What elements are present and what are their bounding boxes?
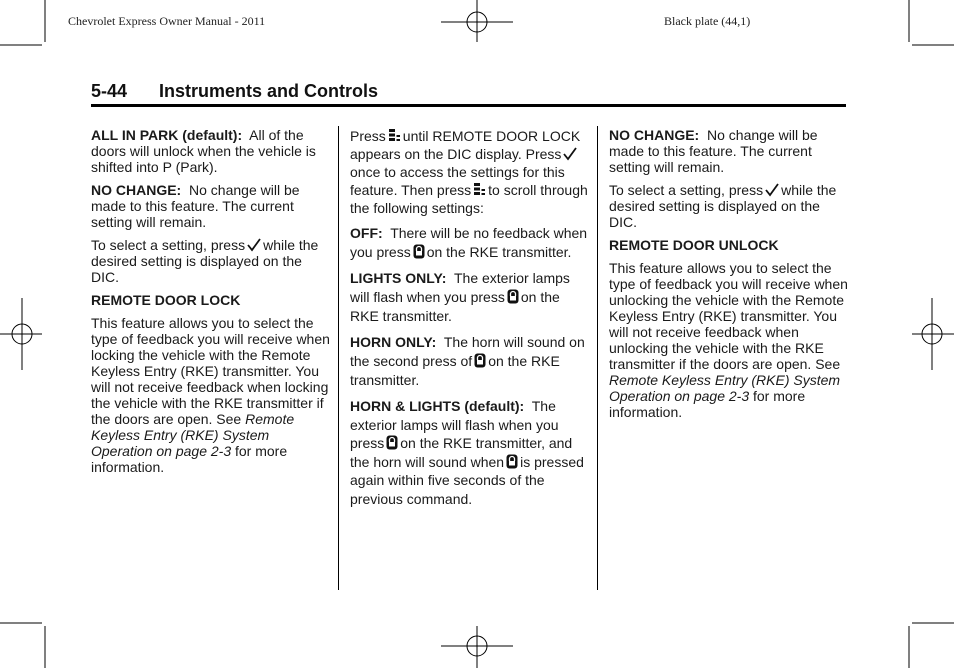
dic-menu-icon xyxy=(388,128,401,143)
paragraph-lights-only xyxy=(350,269,590,326)
padlock-icon xyxy=(413,244,425,259)
body-text: Press xyxy=(350,128,386,144)
body-text: on the RKE transmitter. xyxy=(350,353,560,388)
running-header-right: Black plate (44,1) xyxy=(664,14,751,28)
column-1 xyxy=(91,127,331,482)
setting-label: LIGHTS ONLY: xyxy=(350,270,447,286)
checkmark-icon xyxy=(765,183,779,197)
heading-remote-door-unlock: REMOTE DOOR UNLOCK xyxy=(609,237,779,253)
body-text: on the RKE transmitter, and the horn will sound when xyxy=(350,435,573,470)
paragraph-select-setting xyxy=(91,237,331,285)
dic-menu-icon xyxy=(473,182,486,197)
body-text: This feature allows you to select the type of feedback you will receive when unlocking the vehicle with the Remote Keyless Entry (RKE) transmitter. You will not receive feedback when unlocking the vehicle with the RKE transmitter if the doors are open. See xyxy=(609,260,848,372)
column-divider-2 xyxy=(597,126,598,590)
setting-label: ALL IN PARK (default): xyxy=(91,127,243,143)
padlock-icon xyxy=(386,435,398,450)
page-number: 5-44 xyxy=(91,81,128,101)
body-text: The exterior lamps will flash when you press xyxy=(350,270,570,305)
setting-text: No change will be made to this feature. The current setting will remain. xyxy=(91,182,300,230)
heading-remote-door-lock: REMOTE DOOR LOCK xyxy=(91,292,241,308)
setting-text: All of the doors will unlock when the vehicle is shifted into P (Park). xyxy=(91,127,316,175)
section-title-bar xyxy=(91,80,846,107)
column-2 xyxy=(350,127,590,515)
setting-label: HORN & LIGHTS (default): xyxy=(350,398,525,414)
paragraph-remote-door-lock xyxy=(91,315,331,475)
setting-label: NO CHANGE: xyxy=(91,182,182,198)
paragraph-horn-only xyxy=(350,333,590,390)
padlock-icon xyxy=(507,289,519,304)
paragraph-all-in-park xyxy=(91,127,331,175)
setting-label: OFF: xyxy=(350,225,383,241)
column-3 xyxy=(609,127,849,427)
paragraph-no-change xyxy=(609,127,849,175)
body-text: is pressed again within five seconds of the previous command. xyxy=(350,453,584,507)
body-text: until REMOTE DOOR LOCK appears on the DIC display. Press xyxy=(350,128,581,162)
body-text: To select a setting, press xyxy=(91,237,246,253)
paragraph-remote-door-unlock xyxy=(609,260,849,420)
checkmark-icon xyxy=(563,147,577,161)
paragraph-off xyxy=(350,224,590,262)
paragraph-press-menu xyxy=(350,127,590,217)
padlock-icon xyxy=(506,454,518,469)
body-text: on the RKE transmitter. xyxy=(426,244,572,260)
setting-label: HORN ONLY: xyxy=(350,334,437,350)
body-text: To select a setting, press xyxy=(609,182,764,198)
body-text: There will be no feedback when you press xyxy=(350,225,588,260)
body-text: once to access the settings for this feature. Then press xyxy=(350,164,565,198)
body-text: for more information. xyxy=(91,443,288,475)
body-text: on the RKE transmitter. xyxy=(350,289,560,324)
body-text: The horn will sound on the second press of xyxy=(350,334,585,369)
cross-reference: Remote Keyless Entry (RKE) System Operation on page 2-3 xyxy=(91,411,295,459)
body-text: The exterior lamps will flash when you press xyxy=(350,398,559,451)
body-text: while the desired setting is displayed on the DIC. xyxy=(609,182,837,230)
body-text: for more information. xyxy=(609,388,806,420)
column-divider-1 xyxy=(338,126,339,590)
body-text: to scroll through the following settings: xyxy=(350,182,588,216)
body-text: This feature allows you to select the type of feedback you will receive when locking the vehicle with the Remote Keyless Entry (RKE) transmitter. You will not receive feedback when locking the vehicle with the RKE transmitter if the doors are open. See xyxy=(91,315,330,427)
paragraph-select-setting xyxy=(609,182,849,230)
paragraph-no-change xyxy=(91,182,331,230)
padlock-icon xyxy=(474,353,486,368)
setting-label: NO CHANGE: xyxy=(609,127,700,143)
section-title: Instruments and Controls xyxy=(159,81,379,101)
running-header-left: Chevrolet Express Owner Manual - 2011 xyxy=(68,14,266,28)
cross-reference: Remote Keyless Entry (RKE) System Operation on page 2-3 xyxy=(609,372,841,404)
checkmark-icon xyxy=(247,238,261,252)
setting-text: No change will be made to this feature. The current setting will remain. xyxy=(609,127,818,175)
body-text: while the desired setting is displayed on the DIC. xyxy=(91,237,319,285)
paragraph-horn-and-lights xyxy=(350,397,590,508)
